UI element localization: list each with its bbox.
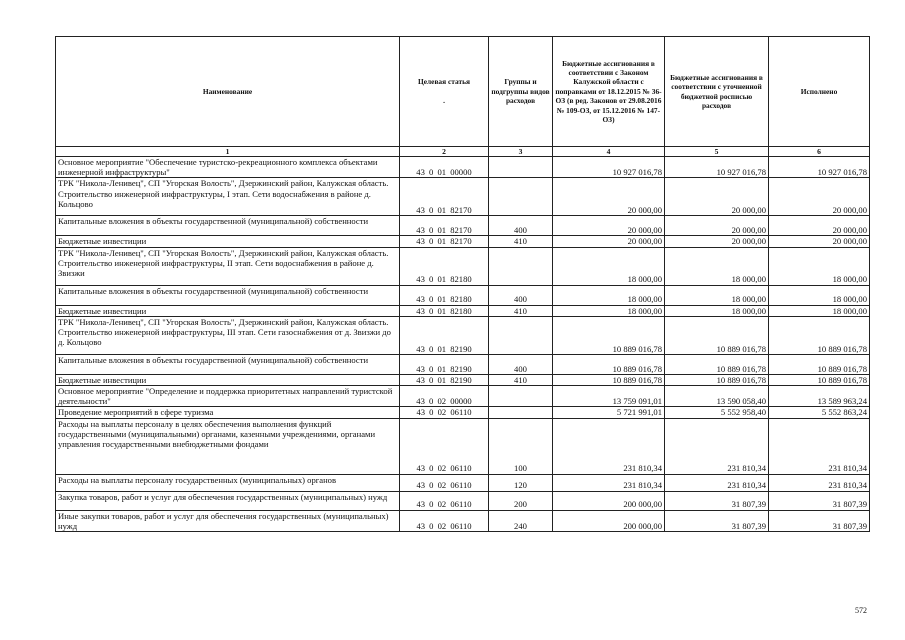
row-target-code: 43 0 02 06110 [400, 491, 489, 510]
row-amount-revised: 20 000,00 [665, 216, 769, 236]
row-amount-revised: 31 807,39 [665, 510, 769, 531]
row-expense-group [489, 386, 553, 407]
table-row [56, 178, 870, 216]
row-name: Капитальные вложения в объекты государственной (муниципальной) собственности [56, 354, 400, 374]
row-amount-law: 231 810,34 [553, 474, 665, 491]
row-amount-executed: 18 000,00 [769, 285, 870, 305]
table-row [56, 316, 870, 354]
row-amount-revised: 10 889 016,78 [665, 316, 769, 354]
row-amount-law: 20 000,00 [553, 216, 665, 236]
row-target-code: 43 0 01 82170 [400, 178, 489, 216]
row-amount-executed: 5 552 863,24 [769, 407, 870, 418]
row-name: Проведение мероприятий в сфере туризма [56, 407, 400, 418]
row-amount-revised: 231 810,34 [665, 418, 769, 474]
table-row [56, 407, 870, 418]
header-dot: . [443, 96, 445, 106]
row-amount-revised: 10 889 016,78 [665, 354, 769, 374]
row-amount-revised: 10 889 016,78 [665, 374, 769, 385]
table-row [56, 247, 870, 285]
row-amount-executed: 20 000,00 [769, 178, 870, 216]
table-row [56, 474, 870, 491]
column-number: 2 [400, 147, 489, 157]
row-name: ТРК "Никола-Ленивец", СП "Угорская Волость", Дзержинский район, Калужская область. Строительство инженерной инфраструктуры, III этап. Сети газоснабжения от д. Звизжи до д. Кольцово [56, 316, 400, 354]
row-amount-law: 5 721 991,01 [553, 407, 665, 418]
row-amount-revised: 31 807,39 [665, 491, 769, 510]
row-target-code: 43 0 02 00000 [400, 386, 489, 407]
table-row [56, 418, 870, 474]
row-amount-law: 231 810,34 [553, 418, 665, 474]
row-expense-group: 410 [489, 305, 553, 316]
row-expense-group: 400 [489, 354, 553, 374]
row-name: Основное мероприятие "Определение и поддержка приоритетных направлений туристской деятельности" [56, 386, 400, 407]
row-amount-executed: 20 000,00 [769, 216, 870, 236]
row-expense-group: 200 [489, 491, 553, 510]
row-amount-law: 20 000,00 [553, 178, 665, 216]
row-amount-law: 13 759 091,01 [553, 386, 665, 407]
column-number: 1 [56, 147, 400, 157]
row-name: Бюджетные инвестиции [56, 305, 400, 316]
row-name: Закупка товаров, работ и услуг для обеспечения государственных (муниципальных) нужд [56, 491, 400, 510]
row-target-code: 43 0 02 06110 [400, 418, 489, 474]
row-target-code: 43 0 02 06110 [400, 407, 489, 418]
row-amount-executed: 10 889 016,78 [769, 374, 870, 385]
row-target-code: 43 0 01 00000 [400, 157, 489, 178]
row-name: Капитальные вложения в объекты государственной (муниципальной) собственности [56, 216, 400, 236]
row-amount-executed: 231 810,34 [769, 418, 870, 474]
row-expense-group [489, 157, 553, 178]
row-expense-group [489, 316, 553, 354]
row-name: Основное мероприятие "Обеспечение туристско-рекреационного комплекса объектами инженерной инфраструктуры" [56, 157, 400, 178]
row-amount-law: 200 000,00 [553, 510, 665, 531]
row-amount-executed: 18 000,00 [769, 247, 870, 285]
row-name: Бюджетные инвестиции [56, 374, 400, 385]
row-amount-executed: 18 000,00 [769, 305, 870, 316]
row-target-code: 43 0 01 82190 [400, 374, 489, 385]
table-row [56, 236, 870, 247]
row-expense-group: 120 [489, 474, 553, 491]
row-amount-revised: 20 000,00 [665, 236, 769, 247]
table-row [56, 285, 870, 305]
column-number: 4 [553, 147, 665, 157]
header-col6: Исполнено [769, 37, 870, 147]
row-target-code: 43 0 01 82190 [400, 316, 489, 354]
row-amount-law: 20 000,00 [553, 236, 665, 247]
row-amount-law: 10 889 016,78 [553, 354, 665, 374]
row-target-code: 43 0 02 06110 [400, 474, 489, 491]
row-name: Расходы на выплаты персоналу в целях обеспечения выполнения функций государственными (муниципальными) органами, казенными учреждениями, органами управления государственными внебюджетными фондами [56, 418, 400, 474]
header-code: Целевая статья . [400, 37, 489, 147]
column-number: 5 [665, 147, 769, 157]
table-row [56, 157, 870, 178]
table-row [56, 386, 870, 407]
header-row [56, 37, 870, 147]
row-target-code: 43 0 01 82170 [400, 236, 489, 247]
table-row [56, 491, 870, 510]
row-amount-revised: 13 590 058,40 [665, 386, 769, 407]
row-name: Расходы на выплаты персоналу государственных (муниципальных) органов [56, 474, 400, 491]
row-target-code: 43 0 02 06110 [400, 510, 489, 531]
row-name: ТРК "Никола-Ленивец", СП "Угорская Волость", Дзержинский район, Калужская область. Строительство инженерной инфраструктуры, II этап. Сети водоснабжения в районе д. Звизжи [56, 247, 400, 285]
row-amount-law: 18 000,00 [553, 247, 665, 285]
row-amount-law: 200 000,00 [553, 491, 665, 510]
column-number: 6 [769, 147, 870, 157]
row-target-code: 43 0 01 82180 [400, 247, 489, 285]
row-amount-revised: 231 810,34 [665, 474, 769, 491]
row-name: Иные закупки товаров, работ и услуг для обеспечения государственных (муниципальных) нужд [56, 510, 400, 531]
table-row [56, 510, 870, 531]
table-row [56, 216, 870, 236]
row-amount-executed: 20 000,00 [769, 236, 870, 247]
row-name: Бюджетные инвестиции [56, 236, 400, 247]
row-expense-group: 100 [489, 418, 553, 474]
budget-table [55, 36, 870, 532]
row-expense-group: 240 [489, 510, 553, 531]
row-expense-group [489, 178, 553, 216]
row-amount-revised: 18 000,00 [665, 247, 769, 285]
row-amount-revised: 10 927 016,78 [665, 157, 769, 178]
header-groups: Группы и подгруппы видов расходов [489, 37, 553, 147]
column-number-row [56, 147, 870, 157]
row-amount-law: 10 889 016,78 [553, 374, 665, 385]
row-amount-law: 18 000,00 [553, 285, 665, 305]
header-col4: Бюджетные ассигнования в соответствии с Законом Калужской области с поправками от 18.12.2015 № 36-ОЗ (в ред. Законов от 29.08.2016 № 109-ОЗ, от 15.12.2016 № 147-ОЗ) [553, 37, 665, 147]
row-amount-executed: 13 589 963,24 [769, 386, 870, 407]
row-expense-group: 410 [489, 374, 553, 385]
row-amount-law: 18 000,00 [553, 305, 665, 316]
row-name: Капитальные вложения в объекты государственной (муниципальной) собственности [56, 285, 400, 305]
row-amount-revised: 5 552 958,40 [665, 407, 769, 418]
row-name: ТРК "Никола-Ленивец", СП "Угорская Волость", Дзержинский район, Калужская область. Строительство инженерной инфраструктуры, I этап. Сети водоснабжения в районе д. Кольцово [56, 178, 400, 216]
row-target-code: 43 0 01 82170 [400, 216, 489, 236]
row-expense-group: 400 [489, 285, 553, 305]
row-expense-group [489, 407, 553, 418]
row-amount-executed: 31 807,39 [769, 510, 870, 531]
table-row [56, 354, 870, 374]
page-number: 572 [855, 606, 867, 615]
table-row [56, 374, 870, 385]
row-target-code: 43 0 01 82190 [400, 354, 489, 374]
row-amount-revised: 20 000,00 [665, 178, 769, 216]
row-amount-executed: 10 927 016,78 [769, 157, 870, 178]
column-number: 3 [489, 147, 553, 157]
row-amount-executed: 10 889 016,78 [769, 316, 870, 354]
row-target-code: 43 0 01 82180 [400, 285, 489, 305]
row-expense-group [489, 247, 553, 285]
row-amount-revised: 18 000,00 [665, 305, 769, 316]
row-target-code: 43 0 01 82180 [400, 305, 489, 316]
row-expense-group: 400 [489, 216, 553, 236]
header-col5: Бюджетные ассигнования в соответствии с уточненной бюджетной росписью расходов [665, 37, 769, 147]
row-amount-executed: 231 810,34 [769, 474, 870, 491]
row-expense-group: 410 [489, 236, 553, 247]
header-name: Наименование [56, 37, 400, 147]
row-amount-executed: 10 889 016,78 [769, 354, 870, 374]
row-amount-law: 10 927 016,78 [553, 157, 665, 178]
row-amount-executed: 31 807,39 [769, 491, 870, 510]
row-amount-revised: 18 000,00 [665, 285, 769, 305]
row-amount-law: 10 889 016,78 [553, 316, 665, 354]
table-row [56, 305, 870, 316]
